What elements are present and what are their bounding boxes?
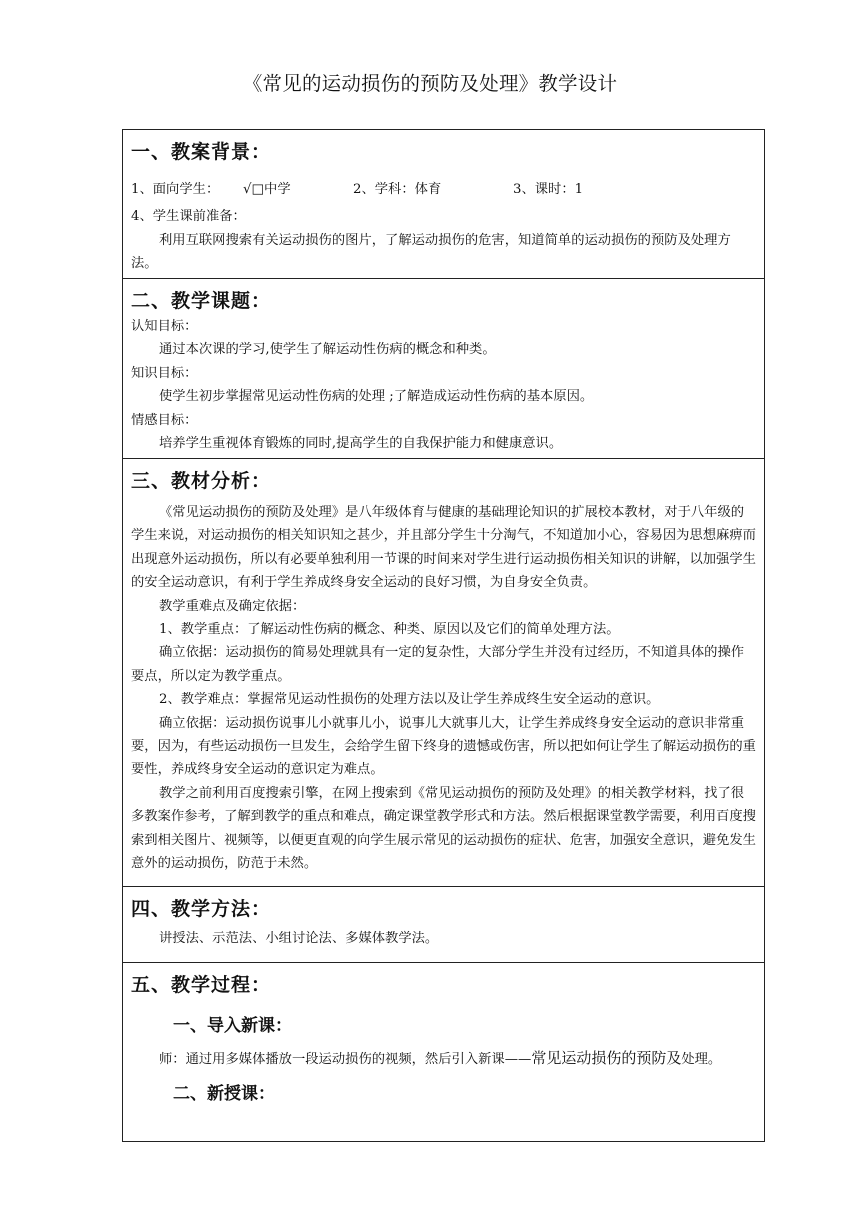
cognitive-goal-label: 认知目标： xyxy=(131,319,198,334)
section-process xyxy=(123,962,764,1141)
section-heading: 一、教案背景： xyxy=(131,141,272,163)
analysis-paragraph: 《常见运动损伤的预防及处理》是八年级体育与健康的基础理论知识的扩展校本教材，对于八年级的学生来说，对运动损伤的相关知识知之甚少，并且部分学生十分淘气，不知道加小心，容易因为思想麻痹而出现意外运动损伤，所以有必要单独利用一节课的时间来对学生进行运动损伤相关知识的讲解，以加强学生的安全运动意识，有利于学生养成终身安全运动的良好习惯，为自身安全负责。 xyxy=(131,505,756,591)
key-point-text: 1、教学重点：了解运动性伤病的概念、种类、原因以及它们的简单处理方法。 xyxy=(159,622,620,638)
audience-label: 1、面向学生： xyxy=(131,182,220,197)
methods-text: 讲授法、示范法、小组讨论法、多媒体教学法。 xyxy=(159,931,439,946)
document-title: 《常见的运动损伤的预防及处理》教学设计 xyxy=(242,72,618,95)
section-background xyxy=(123,130,764,278)
lesson-plan-table xyxy=(122,129,765,1142)
difficulty-text: 2、教学难点：掌握常见运动性损伤的处理方法以及让学生养成终生安全运动的意识。 xyxy=(159,692,660,708)
emotional-goal-text: 培养学生重视体育锻炼的同时,提高学生的自我保护能力和健康意识。 xyxy=(159,436,563,452)
section-heading: 四、教学方法： xyxy=(131,898,272,920)
subject-label: 2、学科：体育 xyxy=(353,182,442,197)
emotional-goal-label: 情感目标： xyxy=(131,412,198,428)
preparation-paragraph: 教学之前利用百度搜索引擎，在网上搜索到《常见运动损伤的预防及处理》的相关教学材料，找了很多教案作参考，了解到教学的重点和难点，确定课堂教学形式和方法。然后根据课堂教学需要，利用百度搜索到相关图片、视频等，以便更直观的向学生展示常见的运动损伤的症状、危害，加强安全意识，避免发生意外的运动损伤，防范于未然。 xyxy=(131,785,756,872)
section-heading: 二、教学课题： xyxy=(131,290,272,312)
cognitive-goal-text: 通过本次课的学习,使学生了解运动性伤病的概念和种类。 xyxy=(159,342,496,358)
section-material-analysis xyxy=(123,458,764,886)
hours-label: 3、课时：1 xyxy=(513,182,584,197)
section-methods xyxy=(123,886,764,962)
section-topic xyxy=(123,278,764,458)
audience-value: √□中学 xyxy=(243,182,291,197)
knowledge-goal-label: 知识目标： xyxy=(131,365,198,381)
info-row xyxy=(131,178,756,201)
prep-text: 利用互联网搜索有关运动损伤的图片，了解运动损伤的危害，知道简单的运动损伤的预防及处理方法。 xyxy=(131,232,731,272)
knowledge-goal-text: 使学生初步掌握常见运动性伤病的处理 ;了解造成运动性伤病的基本原因。 xyxy=(159,389,594,405)
difficulty-basis: 确立依据：运动损伤说事儿小就事儿小，说事儿大就事儿大，让学生养成终身安全运动的意识非常重要，因为，有些运动损伤一旦发生，会给学生留下终身的遗憾或伤害，所以把如何让学生了解运动损伤的重要性，养成终身安全运动的意识定为难点。 xyxy=(131,715,756,778)
intro-text-a: 师：通过用多媒体播放一段运动损伤的视频，然后引入新课—— xyxy=(159,1052,532,1067)
intro-text-c: 处理。 xyxy=(681,1052,722,1067)
key-point-basis: 确立依据：运动损伤的简易处理就具有一定的复杂性，大部分学生并没有过经历，不知道具体的操作要点，所以定为教学重点。 xyxy=(131,645,745,684)
subheading-new-lesson: 二、新授课： xyxy=(173,1084,275,1105)
prep-label: 4、学生课前准备： xyxy=(131,209,246,225)
section-heading: 三、教材分析： xyxy=(131,470,272,492)
intro-text-b: 常见运动损伤的预防及 xyxy=(531,1049,682,1067)
key-points-label: 教学重难点及确定依据： xyxy=(159,598,306,614)
section-heading: 五、教学过程： xyxy=(131,974,272,996)
subheading-intro: 一、导入新课： xyxy=(173,1016,292,1036)
intro-text xyxy=(131,1047,756,1071)
